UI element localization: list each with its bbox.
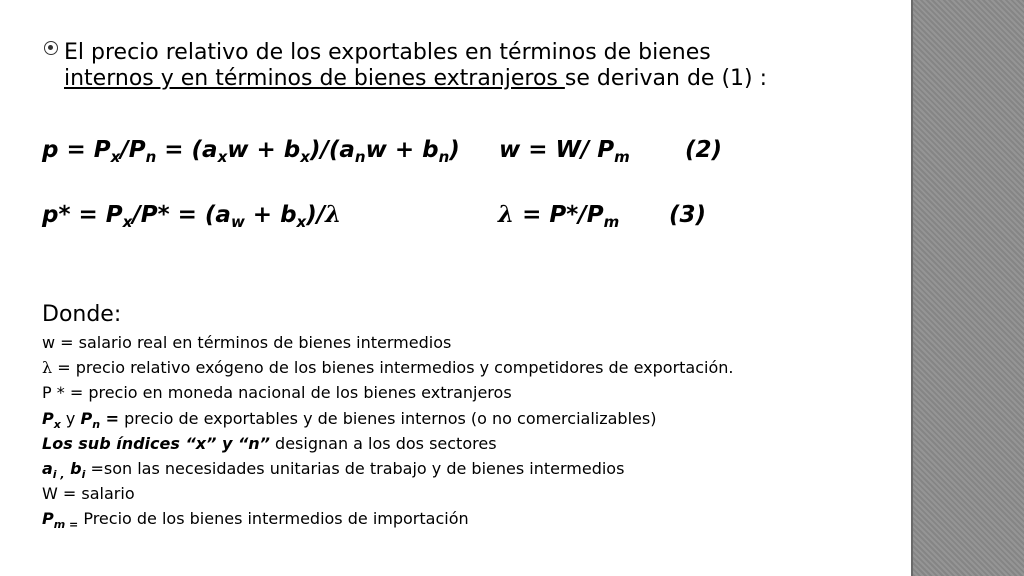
intro-line-1: El precio relativo de los exportables en términos de bienes: [64, 40, 711, 65]
definition-pm: $P_{m =}$ Precio de los bienes intermedios de importación: [42, 509, 469, 532]
definition-w: w = salario real en términos de bienes intermedios: [42, 333, 452, 352]
formula-relative-price: [42, 136, 723, 166]
formula-1-left: $p = P_x/P_n = (a_xw + b_x)/(a_nw + b_n)$: [42, 137, 460, 166]
intro-underlined-text: internos y en términos de bienes extranjeros: [64, 66, 565, 91]
formula-relative-price-foreign: [42, 201, 707, 231]
bullet-icon: [44, 41, 58, 55]
definition-px-pn: $P_x$ y $P_n$ = precio de exportables y de bienes internos (o no comercializables): [42, 408, 657, 431]
definitions-list: [42, 330, 733, 532]
intro-text: [64, 40, 894, 92]
lambda-symbol: λ: [325, 201, 342, 228]
intro-line-2-rest: se derivan de (1) :: [564, 66, 768, 91]
definition-ai-bi: $a_{i ,}$ $b_i =son$ las necesidades unitarias de trabajo y de bienes intermedios: [42, 458, 625, 481]
formula-2-left: $p* = P_x/P* = (a_w + b_x)/\lambda$: [42, 201, 342, 231]
formula-2-right: $\lambda = P*/P_m$: [498, 201, 620, 231]
lambda-symbol: λ: [498, 201, 515, 228]
definition-subindices: Los sub índices “x” y “n” designan a los dos sectores: [42, 433, 497, 453]
definition-lambda: λ = precio relativo exógeno de los bienes intermedios y competidores de exportación.: [42, 358, 734, 378]
side-panel: [913, 0, 1024, 576]
formula-2-number: (3): [669, 202, 707, 228]
intro-line-2: [64, 66, 894, 92]
formula-1-right: w = W/ $P_m$: [499, 137, 630, 166]
definition-salary: W = salario: [42, 484, 135, 504]
donde-heading: Donde:: [42, 302, 122, 327]
formula-1-number: (2): [685, 137, 723, 163]
definition-p-star: P * = precio en moneda nacional de los bienes extranjeros: [42, 383, 512, 403]
